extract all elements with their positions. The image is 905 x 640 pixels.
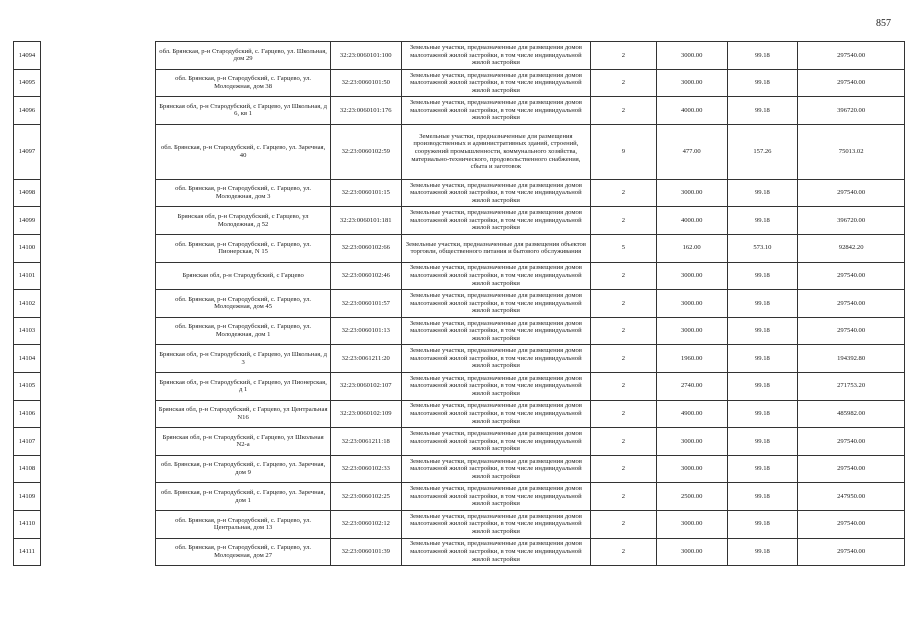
group-cell: 2 [591, 372, 657, 400]
row-id-cell: 14110 [14, 510, 41, 538]
area-cell: 3000.00 [656, 179, 727, 207]
cadastral-value-cell: 92842.20 [798, 234, 905, 262]
address-cell: Брянская обл, р-н Стародубский, с Гарцево, ул Школьная, д 3 [156, 345, 330, 373]
spacer-cell [40, 124, 155, 179]
cadastral-number-cell: 32:23:0060102:12 [330, 510, 401, 538]
table-row [14, 428, 905, 456]
cadastral-value-cell: 247950.00 [798, 483, 905, 511]
address-cell: обл. Брянская, р-н Стародубский, с. Гарцево, ул. Заречная, дом 9 [156, 455, 330, 483]
row-id-cell: 14095 [14, 69, 41, 97]
cadastral-number-cell: 32:23:0060101:176 [330, 97, 401, 125]
table-row [14, 372, 905, 400]
spacer-cell [40, 483, 155, 511]
area-cell: 3000.00 [656, 428, 727, 456]
cadastral-number-cell: 32:23:0060101:181 [330, 207, 401, 235]
page-number: 857 [876, 18, 891, 29]
land-use-cell: Земельные участки, предназначенные для размещения домов малоэтажной жилой застройки, в том числе индивидуальной жилой застройки [401, 345, 590, 373]
cadastral-value-cell: 297540.00 [798, 42, 905, 70]
address-cell: Брянская обл, р-н Стародубский, с Гарцево, ул Молодежная, д 52 [156, 207, 330, 235]
address-cell: Брянская обл, р-н Стародубский, с Гарцево [156, 262, 330, 290]
row-id-cell: 14111 [14, 538, 41, 566]
cadastral-value-table [13, 41, 905, 566]
specific-value-cell: 99.18 [727, 455, 798, 483]
table-row [14, 234, 905, 262]
table-row [14, 42, 905, 70]
row-id-cell: 14106 [14, 400, 41, 428]
row-id-cell: 14104 [14, 345, 41, 373]
row-id-cell: 14109 [14, 483, 41, 511]
group-cell: 2 [591, 42, 657, 70]
group-cell: 2 [591, 317, 657, 345]
area-cell: 3000.00 [656, 42, 727, 70]
spacer-cell [40, 345, 155, 373]
row-id-cell: 14102 [14, 290, 41, 318]
cadastral-number-cell: 32:23:0060102:66 [330, 234, 401, 262]
spacer-cell [40, 538, 155, 566]
cadastral-value-cell: 297540.00 [798, 428, 905, 456]
table-row [14, 207, 905, 235]
spacer-cell [40, 262, 155, 290]
area-cell: 3000.00 [656, 317, 727, 345]
group-cell: 2 [591, 97, 657, 125]
specific-value-cell: 99.18 [727, 317, 798, 345]
cadastral-number-cell: 32:23:0060102:107 [330, 372, 401, 400]
area-cell: 3000.00 [656, 262, 727, 290]
area-cell: 477.00 [656, 124, 727, 179]
land-use-cell: Земельные участки, предназначенные для размещения домов малоэтажной жилой застройки, в том числе индивидуальной жилой застройки [401, 179, 590, 207]
area-cell: 3000.00 [656, 290, 727, 318]
land-use-cell: Земельные участки, предназначенные для размещения домов малоэтажной жилой застройки, в том числе индивидуальной жилой застройки [401, 483, 590, 511]
cadastral-value-cell: 297540.00 [798, 455, 905, 483]
row-id-cell: 14105 [14, 372, 41, 400]
row-id-cell: 14098 [14, 179, 41, 207]
address-cell: Брянская обл, р-н Стародубский, с Гарцево, ул Школьная, д 6, кв 1 [156, 97, 330, 125]
specific-value-cell: 99.18 [727, 207, 798, 235]
specific-value-cell: 99.18 [727, 69, 798, 97]
cadastral-value-cell: 194392.80 [798, 345, 905, 373]
group-cell: 9 [591, 124, 657, 179]
row-id-cell: 14096 [14, 97, 41, 125]
group-cell: 2 [591, 400, 657, 428]
specific-value-cell: 99.18 [727, 345, 798, 373]
specific-value-cell: 99.18 [727, 372, 798, 400]
cadastral-number-cell: 32:23:0061211:18 [330, 428, 401, 456]
row-id-cell: 14107 [14, 428, 41, 456]
group-cell: 5 [591, 234, 657, 262]
table-row [14, 510, 905, 538]
cadastral-number-cell: 32:23:0060101:39 [330, 538, 401, 566]
area-cell: 1960.00 [656, 345, 727, 373]
specific-value-cell: 99.18 [727, 483, 798, 511]
group-cell: 2 [591, 428, 657, 456]
group-cell: 2 [591, 510, 657, 538]
land-use-cell: Земельные участки, предназначенные для размещения объектов торговли, общественного питания и бытового обслуживания [401, 234, 590, 262]
table-row [14, 400, 905, 428]
area-cell: 3000.00 [656, 538, 727, 566]
cadastral-number-cell: 32:23:0060101:57 [330, 290, 401, 318]
table-row [14, 179, 905, 207]
specific-value-cell: 157.26 [727, 124, 798, 179]
table-row [14, 538, 905, 566]
land-use-cell: Земельные участки, предназначенные для размещения домов малоэтажной жилой застройки, в том числе индивидуальной жилой застройки [401, 372, 590, 400]
land-use-cell: Земельные участки, предназначенные для размещения домов малоэтажной жилой застройки, в том числе индивидуальной жилой застройки [401, 455, 590, 483]
area-cell: 4000.00 [656, 97, 727, 125]
specific-value-cell: 99.18 [727, 510, 798, 538]
address-cell: обл. Брянская, р-н Стародубский, с. Гарцево, ул. Молодежная, дом 38 [156, 69, 330, 97]
table-row [14, 317, 905, 345]
land-use-cell: Земельные участки, предназначенные для размещения производственных и административных зданий, строений, сооружений промышленности, коммунального хозяйства, материально-технического, продовольственного снабжения, сбыта и заготовок [401, 124, 590, 179]
table-row [14, 124, 905, 179]
group-cell: 2 [591, 345, 657, 373]
spacer-cell [40, 234, 155, 262]
specific-value-cell: 99.18 [727, 428, 798, 456]
spacer-cell [40, 372, 155, 400]
table-row [14, 262, 905, 290]
land-use-cell: Земельные участки, предназначенные для размещения домов малоэтажной жилой застройки, в том числе индивидуальной жилой застройки [401, 97, 590, 125]
area-cell: 162.00 [656, 234, 727, 262]
row-id-cell: 14097 [14, 124, 41, 179]
address-cell: Брянская обл, р-н Стародубский, с Гарцево, ул Пионерская, д 1 [156, 372, 330, 400]
row-id-cell: 14100 [14, 234, 41, 262]
address-cell: обл. Брянская, р-н Стародубский, с. Гарцево, ул. Заречная, 40 [156, 124, 330, 179]
group-cell: 2 [591, 290, 657, 318]
land-use-cell: Земельные участки, предназначенные для размещения домов малоэтажной жилой застройки, в том числе индивидуальной жилой застройки [401, 538, 590, 566]
spacer-cell [40, 510, 155, 538]
cadastral-number-cell: 32:23:0060101:50 [330, 69, 401, 97]
cadastral-number-cell: 32:23:0060102:46 [330, 262, 401, 290]
table-row [14, 69, 905, 97]
group-cell: 2 [591, 262, 657, 290]
spacer-cell [40, 455, 155, 483]
spacer-cell [40, 428, 155, 456]
area-cell: 4900.00 [656, 400, 727, 428]
area-cell: 3000.00 [656, 455, 727, 483]
table-row [14, 290, 905, 318]
address-cell: Брянская обл, р-н Стародубский, с Гарцево, ул Школьная N2-а [156, 428, 330, 456]
area-cell: 2500.00 [656, 483, 727, 511]
cadastral-value-cell: 297540.00 [798, 317, 905, 345]
address-cell: обл. Брянская, р-н Стародубский, с. Гарцево, ул. Заречная, дом 1 [156, 483, 330, 511]
cadastral-value-cell: 75013.02 [798, 124, 905, 179]
address-cell: обл. Брянская, р-н Стародубский, с. Гарцево, ул. Молодежная, дом 45 [156, 290, 330, 318]
cadastral-value-cell: 297540.00 [798, 262, 905, 290]
land-use-cell: Земельные участки, предназначенные для размещения домов малоэтажной жилой застройки, в том числе индивидуальной жилой застройки [401, 262, 590, 290]
group-cell: 2 [591, 69, 657, 97]
table-row [14, 483, 905, 511]
cadastral-number-cell: 32:23:0060102:109 [330, 400, 401, 428]
area-cell: 3000.00 [656, 69, 727, 97]
spacer-cell [40, 179, 155, 207]
spacer-cell [40, 317, 155, 345]
cadastral-number-cell: 32:23:0060101:100 [330, 42, 401, 70]
specific-value-cell: 99.18 [727, 538, 798, 566]
spacer-cell [40, 42, 155, 70]
cadastral-number-cell: 32:23:0060102:59 [330, 124, 401, 179]
specific-value-cell: 99.18 [727, 262, 798, 290]
cadastral-value-cell: 297540.00 [798, 69, 905, 97]
spacer-cell [40, 69, 155, 97]
area-cell: 3000.00 [656, 510, 727, 538]
cadastral-value-cell: 485982.00 [798, 400, 905, 428]
specific-value-cell: 99.18 [727, 42, 798, 70]
cadastral-value-cell: 396720.00 [798, 207, 905, 235]
address-cell: обл. Брянская, р-н Стародубский, с. Гарцево, ул. Центральная, дом 13 [156, 510, 330, 538]
table-row [14, 455, 905, 483]
cadastral-number-cell: 32:23:0060101:15 [330, 179, 401, 207]
specific-value-cell: 99.18 [727, 179, 798, 207]
cadastral-value-cell: 297540.00 [798, 538, 905, 566]
cadastral-value-cell: 271753.20 [798, 372, 905, 400]
land-use-cell: Земельные участки, предназначенные для размещения домов малоэтажной жилой застройки, в том числе индивидуальной жилой застройки [401, 428, 590, 456]
cadastral-number-cell: 32:23:0060101:13 [330, 317, 401, 345]
row-id-cell: 14101 [14, 262, 41, 290]
group-cell: 2 [591, 455, 657, 483]
specific-value-cell: 99.18 [727, 400, 798, 428]
row-id-cell: 14094 [14, 42, 41, 70]
table-body [14, 42, 905, 566]
row-id-cell: 14103 [14, 317, 41, 345]
specific-value-cell: 573.10 [727, 234, 798, 262]
address-cell: Брянская обл, р-н Стародубский, с Гарцево, ул Центральная N16 [156, 400, 330, 428]
land-use-cell: Земельные участки, предназначенные для размещения домов малоэтажной жилой застройки, в том числе индивидуальной жилой застройки [401, 510, 590, 538]
group-cell: 2 [591, 179, 657, 207]
address-cell: обл. Брянская, р-н Стародубский, с. Гарцево, ул. Молодежная, дом 3 [156, 179, 330, 207]
cadastral-value-cell: 396720.00 [798, 97, 905, 125]
specific-value-cell: 99.18 [727, 290, 798, 318]
land-use-cell: Земельные участки, предназначенные для размещения домов малоэтажной жилой застройки, в том числе индивидуальной жилой застройки [401, 207, 590, 235]
group-cell: 2 [591, 538, 657, 566]
land-use-cell: Земельные участки, предназначенные для размещения домов малоэтажной жилой застройки, в том числе индивидуальной жилой застройки [401, 69, 590, 97]
land-use-cell: Земельные участки, предназначенные для размещения домов малоэтажной жилой застройки, в том числе индивидуальной жилой застройки [401, 42, 590, 70]
land-use-cell: Земельные участки, предназначенные для размещения домов малоэтажной жилой застройки, в том числе индивидуальной жилой застройки [401, 317, 590, 345]
cadastral-number-cell: 32:23:0061211:20 [330, 345, 401, 373]
group-cell: 2 [591, 207, 657, 235]
row-id-cell: 14099 [14, 207, 41, 235]
area-cell: 2740.00 [656, 372, 727, 400]
spacer-cell [40, 207, 155, 235]
area-cell: 4000.00 [656, 207, 727, 235]
group-cell: 2 [591, 483, 657, 511]
spacer-cell [40, 290, 155, 318]
table-row [14, 97, 905, 125]
specific-value-cell: 99.18 [727, 97, 798, 125]
land-use-cell: Земельные участки, предназначенные для размещения домов малоэтажной жилой застройки, в том числе индивидуальной жилой застройки [401, 290, 590, 318]
spacer-cell [40, 97, 155, 125]
cadastral-value-cell: 297540.00 [798, 290, 905, 318]
address-cell: обл. Брянская, р-н Стародубский, с. Гарцево, ул. Школьная, дом 29 [156, 42, 330, 70]
address-cell: обл. Брянская, р-н Стародубский, с. Гарцево, ул. Молодежная, дом 1 [156, 317, 330, 345]
land-use-cell: Земельные участки, предназначенные для размещения домов малоэтажной жилой застройки, в том числе индивидуальной жилой застройки [401, 400, 590, 428]
table-row [14, 345, 905, 373]
address-cell: обл. Брянская, р-н Стародубский, с. Гарцево, ул. Молодежная, дом 27 [156, 538, 330, 566]
spacer-cell [40, 400, 155, 428]
cadastral-number-cell: 32:23:0060102:33 [330, 455, 401, 483]
address-cell: обл. Брянская, р-н Стародубский, с. Гарцево, ул. Пионерская, N 15 [156, 234, 330, 262]
cadastral-value-cell: 297540.00 [798, 179, 905, 207]
row-id-cell: 14108 [14, 455, 41, 483]
cadastral-number-cell: 32:23:0060102:25 [330, 483, 401, 511]
cadastral-value-cell: 297540.00 [798, 510, 905, 538]
